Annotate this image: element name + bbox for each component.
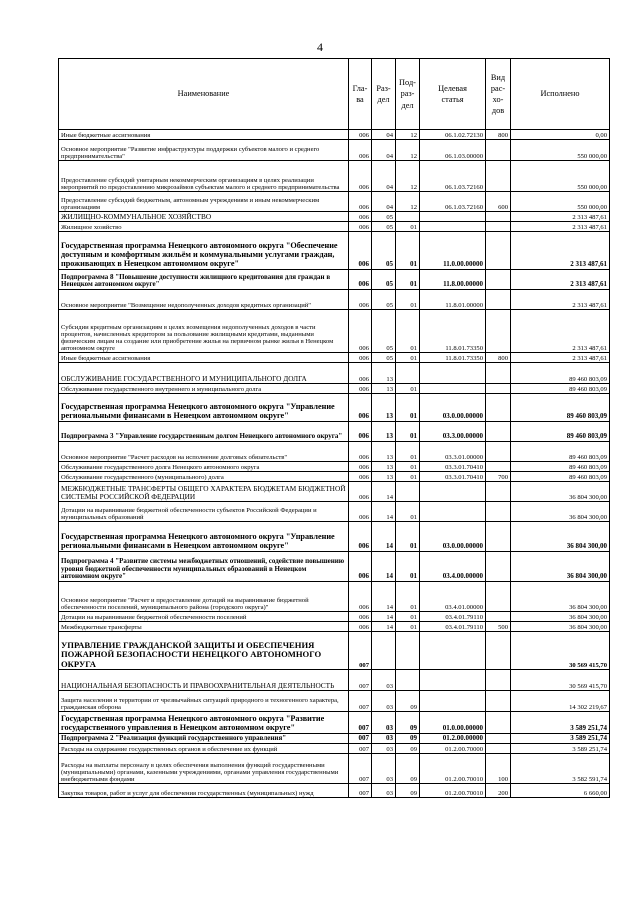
row-section: 13 xyxy=(372,394,396,422)
row-target-article xyxy=(420,670,486,691)
row-expense-type xyxy=(486,502,511,522)
row-target-article xyxy=(420,384,486,394)
row-name: Обслуживание государственного долга Ненецкого автономного округа xyxy=(59,462,349,472)
table-row xyxy=(59,462,610,472)
row-section: 03 xyxy=(372,712,396,734)
row-section: 05 xyxy=(372,212,396,222)
row-expense-type xyxy=(486,222,511,232)
row-subsection xyxy=(396,670,420,691)
table-row xyxy=(59,222,610,232)
row-executed: 550 000,00 xyxy=(511,161,610,192)
row-name: Подпрограмма 4 "Развитие системы межбюджетных отношений, содействие повышению уровня бюджетной обеспеченности муниципальных образований в Ненецком автономном округе" xyxy=(59,552,349,582)
row-section: 03 xyxy=(372,784,396,798)
row-subsection: 12 xyxy=(396,161,420,192)
row-subsection: 01 xyxy=(396,522,420,552)
row-subsection: 09 xyxy=(396,784,420,798)
row-section: 14 xyxy=(372,612,396,622)
row-executed: 36 804 300,00 xyxy=(511,622,610,632)
row-target-article: 03.4.01.79110 xyxy=(420,622,486,632)
row-subsection: 01 xyxy=(396,310,420,353)
row-name: Предоставление субсидий унитарным некоммерческим организациям в целях реализации мероприятий по предоставлению микрозаймов субъектам малого и среднего предпринимательства xyxy=(59,161,349,192)
header-executed: Исполнено xyxy=(511,59,610,130)
row-chapter: 007 xyxy=(349,670,372,691)
row-section: 04 xyxy=(372,140,396,161)
row-expense-type: 100 xyxy=(486,754,511,784)
row-chapter: 006 xyxy=(349,222,372,232)
row-expense-type xyxy=(486,744,511,754)
row-subsection: 01 xyxy=(396,422,420,442)
row-chapter: 006 xyxy=(349,394,372,422)
row-chapter: 006 xyxy=(349,161,372,192)
row-target-article: 03.4.01.00000 xyxy=(420,582,486,612)
row-section: 14 xyxy=(372,622,396,632)
row-name: Основное мероприятие "Развитие инфраструктуры поддержки субъектов малого и среднего предпринимательства" xyxy=(59,140,349,161)
table-row xyxy=(59,232,610,270)
row-section: 13 xyxy=(372,442,396,462)
row-subsection: 09 xyxy=(396,744,420,754)
header-subsection: Под- раз- дел xyxy=(396,59,420,130)
row-section: 04 xyxy=(372,192,396,212)
row-expense-type xyxy=(486,384,511,394)
table-row xyxy=(59,161,610,192)
row-expense-type xyxy=(486,161,511,192)
table-row xyxy=(59,522,610,552)
row-executed: 550 000,00 xyxy=(511,192,610,212)
row-name: Защита населения и территории от чрезвычайных ситуаций природного и техногенного характера, гражданская оборона xyxy=(59,691,349,712)
row-subsection: 01 xyxy=(396,582,420,612)
row-target-article: 03.3.01.70410 xyxy=(420,462,486,472)
row-chapter: 006 xyxy=(349,290,372,310)
row-section: 05 xyxy=(372,310,396,353)
row-chapter: 006 xyxy=(349,353,372,363)
row-executed: 30 569 415,70 xyxy=(511,670,610,691)
row-executed: 30 569 415,70 xyxy=(511,632,610,670)
row-target-article: 06.1.03.72160 xyxy=(420,161,486,192)
row-executed: 3 582 591,74 xyxy=(511,754,610,784)
row-chapter: 006 xyxy=(349,552,372,582)
row-name: ОБСЛУЖИВАНИЕ ГОСУДАРСТВЕННОГО И МУНИЦИПАЛЬНОГО ДОЛГА xyxy=(59,363,349,384)
row-name: Расходы на выплаты персоналу в целях обеспечения выполнения функций государственными (муниципальными) органами, казенными учреждениями, органами управления государственными внебюджетными фондами xyxy=(59,754,349,784)
row-chapter: 007 xyxy=(349,744,372,754)
row-executed: 550 000,00 xyxy=(511,140,610,161)
row-chapter: 007 xyxy=(349,734,372,744)
row-section: 13 xyxy=(372,363,396,384)
row-subsection: 09 xyxy=(396,754,420,784)
row-expense-type xyxy=(486,310,511,353)
header-section: Раз- дел xyxy=(372,59,396,130)
row-expense-type xyxy=(486,582,511,612)
table-row xyxy=(59,130,610,140)
row-target-article: 03.3.00.00000 xyxy=(420,422,486,442)
row-section xyxy=(372,632,396,670)
row-executed: 36 804 300,00 xyxy=(511,612,610,622)
row-name: Обслуживание государственного внутреннего и муниципального долга xyxy=(59,384,349,394)
row-executed: 14 302 219,67 xyxy=(511,691,610,712)
row-expense-type xyxy=(486,232,511,270)
row-section: 13 xyxy=(372,462,396,472)
row-executed: 89 460 803,09 xyxy=(511,384,610,394)
row-subsection xyxy=(396,632,420,670)
row-expense-type xyxy=(486,422,511,442)
row-subsection: 09 xyxy=(396,712,420,734)
budget-table xyxy=(58,58,610,798)
table-row xyxy=(59,212,610,222)
row-executed: 36 804 300,00 xyxy=(511,482,610,502)
row-section: 14 xyxy=(372,502,396,522)
header-target-article: Целевая статья xyxy=(420,59,486,130)
row-chapter: 007 xyxy=(349,784,372,798)
row-expense-type xyxy=(486,363,511,384)
table-row xyxy=(59,394,610,422)
row-target-article xyxy=(420,502,486,522)
table-row xyxy=(59,612,610,622)
row-expense-type xyxy=(486,394,511,422)
row-expense-type xyxy=(486,712,511,734)
row-target-article xyxy=(420,363,486,384)
row-target-article: 03.3.01.70410 xyxy=(420,472,486,482)
row-subsection: 01 xyxy=(396,384,420,394)
row-expense-type xyxy=(486,522,511,552)
row-chapter: 006 xyxy=(349,384,372,394)
table-row xyxy=(59,691,610,712)
row-subsection: 01 xyxy=(396,552,420,582)
row-name: Иные бюджетные ассигнования xyxy=(59,130,349,140)
row-section: 03 xyxy=(372,691,396,712)
row-section: 03 xyxy=(372,670,396,691)
row-expense-type xyxy=(486,462,511,472)
row-name: Государственная программа Ненецкого автономного округа "Управление региональными финансами в Ненецком автономном округе" xyxy=(59,522,349,552)
row-section: 14 xyxy=(372,482,396,502)
row-executed: 3 589 251,74 xyxy=(511,744,610,754)
row-expense-type: 200 xyxy=(486,784,511,798)
row-executed: 89 460 803,09 xyxy=(511,363,610,384)
row-target-article: 03.3.01.00000 xyxy=(420,442,486,462)
row-chapter: 007 xyxy=(349,712,372,734)
table-row xyxy=(59,192,610,212)
table-row xyxy=(59,632,610,670)
row-subsection: 09 xyxy=(396,691,420,712)
row-subsection xyxy=(396,212,420,222)
row-target-article xyxy=(420,482,486,502)
row-expense-type xyxy=(486,632,511,670)
row-name: Жилищное хозяйство xyxy=(59,222,349,232)
row-chapter: 006 xyxy=(349,502,372,522)
row-chapter: 006 xyxy=(349,363,372,384)
row-executed: 2 313 487,61 xyxy=(511,222,610,232)
row-name: Государственная программа Ненецкого автономного округа "Обеспечение доступным и комфортным жильём и коммунальными услугами граждан, проживающих в Ненецком автономном округе" xyxy=(59,232,349,270)
row-chapter: 006 xyxy=(349,442,372,462)
row-target-article: 11.8.01.73350 xyxy=(420,353,486,363)
row-chapter: 006 xyxy=(349,232,372,270)
row-chapter: 006 xyxy=(349,612,372,622)
row-chapter: 006 xyxy=(349,462,372,472)
row-section: 03 xyxy=(372,754,396,784)
table-row xyxy=(59,744,610,754)
row-expense-type: 500 xyxy=(486,622,511,632)
row-section: 05 xyxy=(372,270,396,290)
row-name: ЖИЛИЩНО-КОММУНАЛЬНОЕ ХОЗЯЙСТВО xyxy=(59,212,349,222)
row-expense-type: 700 xyxy=(486,472,511,482)
row-target-article: 03.0.00.00000 xyxy=(420,522,486,552)
row-executed: 2 313 487,61 xyxy=(511,310,610,353)
row-section: 13 xyxy=(372,472,396,482)
row-section: 04 xyxy=(372,161,396,192)
row-section: 05 xyxy=(372,222,396,232)
row-expense-type xyxy=(486,612,511,622)
row-target-article xyxy=(420,632,486,670)
row-executed: 89 460 803,09 xyxy=(511,462,610,472)
row-expense-type: 800 xyxy=(486,353,511,363)
row-target-article: 01.2.00.00000 xyxy=(420,734,486,744)
row-expense-type xyxy=(486,140,511,161)
row-name: Закупка товаров, работ и услуг для обеспечения государственных (муниципальных) нужд xyxy=(59,784,349,798)
row-name: Расходы на содержание государственных органов и обеспечение их функций xyxy=(59,744,349,754)
row-expense-type xyxy=(486,670,511,691)
row-name: Подпрограмма 8 "Повышение доступности жилищного кредитования для граждан в Ненецком автономном округе" xyxy=(59,270,349,290)
header-chapter: Гла- ва xyxy=(349,59,372,130)
table-row xyxy=(59,442,610,462)
row-executed: 89 460 803,09 xyxy=(511,394,610,422)
table-row xyxy=(59,784,610,798)
row-name: Субсидии кредитным организациям в целях возмещения недополученных доходов в части процентов, начисленных кредитором за пользование жилищными кредитами, выданными физическим лицам на создание или приобретение жилья на первичном рынке жилья в Ненецком автономном округе xyxy=(59,310,349,353)
row-target-article: 11.0.00.00000 xyxy=(420,232,486,270)
row-chapter: 006 xyxy=(349,140,372,161)
row-expense-type xyxy=(486,552,511,582)
row-chapter: 006 xyxy=(349,130,372,140)
row-name: Дотации на выравнивание бюджетной обеспеченности субъектов Российской Федерации и муниципальных образований xyxy=(59,502,349,522)
row-executed: 6 660,00 xyxy=(511,784,610,798)
row-target-article xyxy=(420,212,486,222)
row-chapter: 007 xyxy=(349,691,372,712)
row-executed: 89 460 803,09 xyxy=(511,472,610,482)
row-section: 05 xyxy=(372,232,396,270)
table-header-row xyxy=(59,59,610,130)
row-subsection: 01 xyxy=(396,222,420,232)
row-subsection: 12 xyxy=(396,192,420,212)
table-row xyxy=(59,290,610,310)
row-subsection: 01 xyxy=(396,270,420,290)
row-target-article: 11.8.01.00000 xyxy=(420,290,486,310)
row-name: МЕЖБЮДЖЕТНЫЕ ТРАНСФЕРТЫ ОБЩЕГО ХАРАКТЕРА БЮДЖЕТАМ БЮДЖЕТНОЙ СИСТЕМЫ РОССИЙСКОЙ ФЕДЕРАЦИИ xyxy=(59,482,349,502)
row-expense-type xyxy=(486,442,511,462)
row-section: 05 xyxy=(372,353,396,363)
row-name: Основное мероприятие "Расчет расходов на исполнение долговых обязательств" xyxy=(59,442,349,462)
row-expense-type: 800 xyxy=(486,130,511,140)
table-row xyxy=(59,622,610,632)
table-row xyxy=(59,482,610,502)
row-expense-type xyxy=(486,734,511,744)
row-executed: 2 313 487,61 xyxy=(511,270,610,290)
row-chapter: 006 xyxy=(349,522,372,552)
row-target-article xyxy=(420,691,486,712)
row-expense-type xyxy=(486,212,511,222)
row-subsection: 01 xyxy=(396,232,420,270)
row-name: Иные бюджетные ассигнования xyxy=(59,353,349,363)
table-row xyxy=(59,472,610,482)
table-row xyxy=(59,270,610,290)
row-target-article: 06.1.03.00000 xyxy=(420,140,486,161)
row-expense-type xyxy=(486,270,511,290)
row-subsection: 01 xyxy=(396,472,420,482)
table-row xyxy=(59,363,610,384)
row-executed: 2 313 487,61 xyxy=(511,212,610,222)
row-target-article: 03.0.00.00000 xyxy=(420,394,486,422)
table-row xyxy=(59,734,610,744)
table-row xyxy=(59,353,610,363)
row-chapter: 006 xyxy=(349,270,372,290)
row-subsection: 01 xyxy=(396,622,420,632)
row-target-article: 06.1.02.72130 xyxy=(420,130,486,140)
row-target-article: 01.0.00.00000 xyxy=(420,712,486,734)
row-expense-type xyxy=(486,290,511,310)
row-chapter: 006 xyxy=(349,422,372,442)
row-chapter: 007 xyxy=(349,632,372,670)
row-name: Подпрограмма 3 "Управление государственным долгом Ненецкого автономного округа" xyxy=(59,422,349,442)
row-name: Основное мероприятие "Возмещение недополученных доходов кредитных организаций" xyxy=(59,290,349,310)
row-chapter: 006 xyxy=(349,472,372,482)
row-name: Обслуживание государственного (муниципального) долга xyxy=(59,472,349,482)
row-executed: 2 313 487,61 xyxy=(511,290,610,310)
row-executed: 2 313 487,61 xyxy=(511,353,610,363)
row-section: 05 xyxy=(372,290,396,310)
row-section: 13 xyxy=(372,384,396,394)
table-row xyxy=(59,552,610,582)
table-row xyxy=(59,670,610,691)
row-expense-type xyxy=(486,691,511,712)
row-target-article: 03.4.01.79110 xyxy=(420,612,486,622)
row-chapter: 006 xyxy=(349,192,372,212)
row-target-article: 01.2.00.70000 xyxy=(420,744,486,754)
row-section: 13 xyxy=(372,422,396,442)
table-row xyxy=(59,502,610,522)
row-subsection: 09 xyxy=(396,734,420,744)
row-section: 14 xyxy=(372,552,396,582)
row-chapter: 006 xyxy=(349,212,372,222)
row-chapter: 006 xyxy=(349,310,372,353)
row-subsection xyxy=(396,482,420,502)
row-section: 04 xyxy=(372,130,396,140)
row-subsection: 01 xyxy=(396,462,420,472)
row-name: Межбюджетные трансферты xyxy=(59,622,349,632)
table-row xyxy=(59,582,610,612)
page-number: 4 xyxy=(317,40,323,54)
table-row xyxy=(59,384,610,394)
table-row xyxy=(59,140,610,161)
header-name: Наименование xyxy=(59,59,349,130)
row-executed: 36 804 300,00 xyxy=(511,552,610,582)
row-chapter: 007 xyxy=(349,754,372,784)
row-name: Государственная программа Ненецкого автономного округа "Развитие государственного управления в Ненецком автономном округе" xyxy=(59,712,349,734)
row-executed: 36 804 300,00 xyxy=(511,502,610,522)
row-section: 03 xyxy=(372,744,396,754)
row-subsection: 01 xyxy=(396,290,420,310)
row-target-article xyxy=(420,222,486,232)
row-subsection: 01 xyxy=(396,502,420,522)
row-chapter: 006 xyxy=(349,622,372,632)
row-expense-type: 600 xyxy=(486,192,511,212)
table-row xyxy=(59,754,610,784)
row-chapter: 006 xyxy=(349,482,372,502)
row-subsection: 12 xyxy=(396,130,420,140)
row-subsection: 01 xyxy=(396,353,420,363)
table-row xyxy=(59,422,610,442)
row-subsection: 01 xyxy=(396,612,420,622)
row-name: Подпрограмма 2 "Реализация функций государственного управления" xyxy=(59,734,349,744)
row-executed: 3 589 251,74 xyxy=(511,712,610,734)
row-subsection: 01 xyxy=(396,394,420,422)
row-target-article: 11.8.01.73350 xyxy=(420,310,486,353)
row-name: НАЦИОНАЛЬНАЯ БЕЗОПАСНОСТЬ И ПРАВООХРАНИТЕЛЬНАЯ ДЕЯТЕЛЬНОСТЬ xyxy=(59,670,349,691)
row-section: 14 xyxy=(372,582,396,612)
table-row xyxy=(59,310,610,353)
row-subsection: 01 xyxy=(396,442,420,462)
row-executed: 36 804 300,00 xyxy=(511,522,610,552)
row-section: 14 xyxy=(372,522,396,552)
row-name: Государственная программа Ненецкого автономного округа "Управление региональными финансами в Ненецком автономном округе" xyxy=(59,394,349,422)
row-name: Основное мероприятие "Расчет и предоставление дотаций на выравнивание бюджетной обеспеченности поселений, муниципального района (городского округа)" xyxy=(59,582,349,612)
row-target-article: 01.2.00.70010 xyxy=(420,784,486,798)
row-target-article: 11.8.00.00000 xyxy=(420,270,486,290)
row-expense-type xyxy=(486,482,511,502)
row-name: Дотации на выравнивание бюджетной обеспеченности поселений xyxy=(59,612,349,622)
table-row xyxy=(59,712,610,734)
row-executed: 89 460 803,09 xyxy=(511,422,610,442)
row-section: 03 xyxy=(372,734,396,744)
row-executed: 36 804 300,00 xyxy=(511,582,610,612)
row-executed: 3 589 251,74 xyxy=(511,734,610,744)
row-subsection xyxy=(396,363,420,384)
row-name: УПРАВЛЕНИЕ ГРАЖДАНСКОЙ ЗАЩИТЫ И ОБЕСПЕЧЕНИЯ ПОЖАРНОЙ БЕЗОПАСНОСТИ НЕНЕЦКОГО АВТОНОМНОГО ОКРУГА xyxy=(59,632,349,670)
row-target-article: 01.2.00.70010 xyxy=(420,754,486,784)
row-executed: 0,00 xyxy=(511,130,610,140)
row-target-article: 06.1.03.72160 xyxy=(420,192,486,212)
row-subsection: 12 xyxy=(396,140,420,161)
row-executed: 2 313 487,61 xyxy=(511,232,610,270)
row-name: Предоставление субсидий бюджетным, автономным учреждениям и иным некоммерческим организациям xyxy=(59,192,349,212)
row-target-article: 03.4.00.00000 xyxy=(420,552,486,582)
row-executed: 89 460 803,09 xyxy=(511,442,610,462)
row-chapter: 006 xyxy=(349,582,372,612)
header-expense-type: Вид рас- хо- дов xyxy=(486,59,511,130)
